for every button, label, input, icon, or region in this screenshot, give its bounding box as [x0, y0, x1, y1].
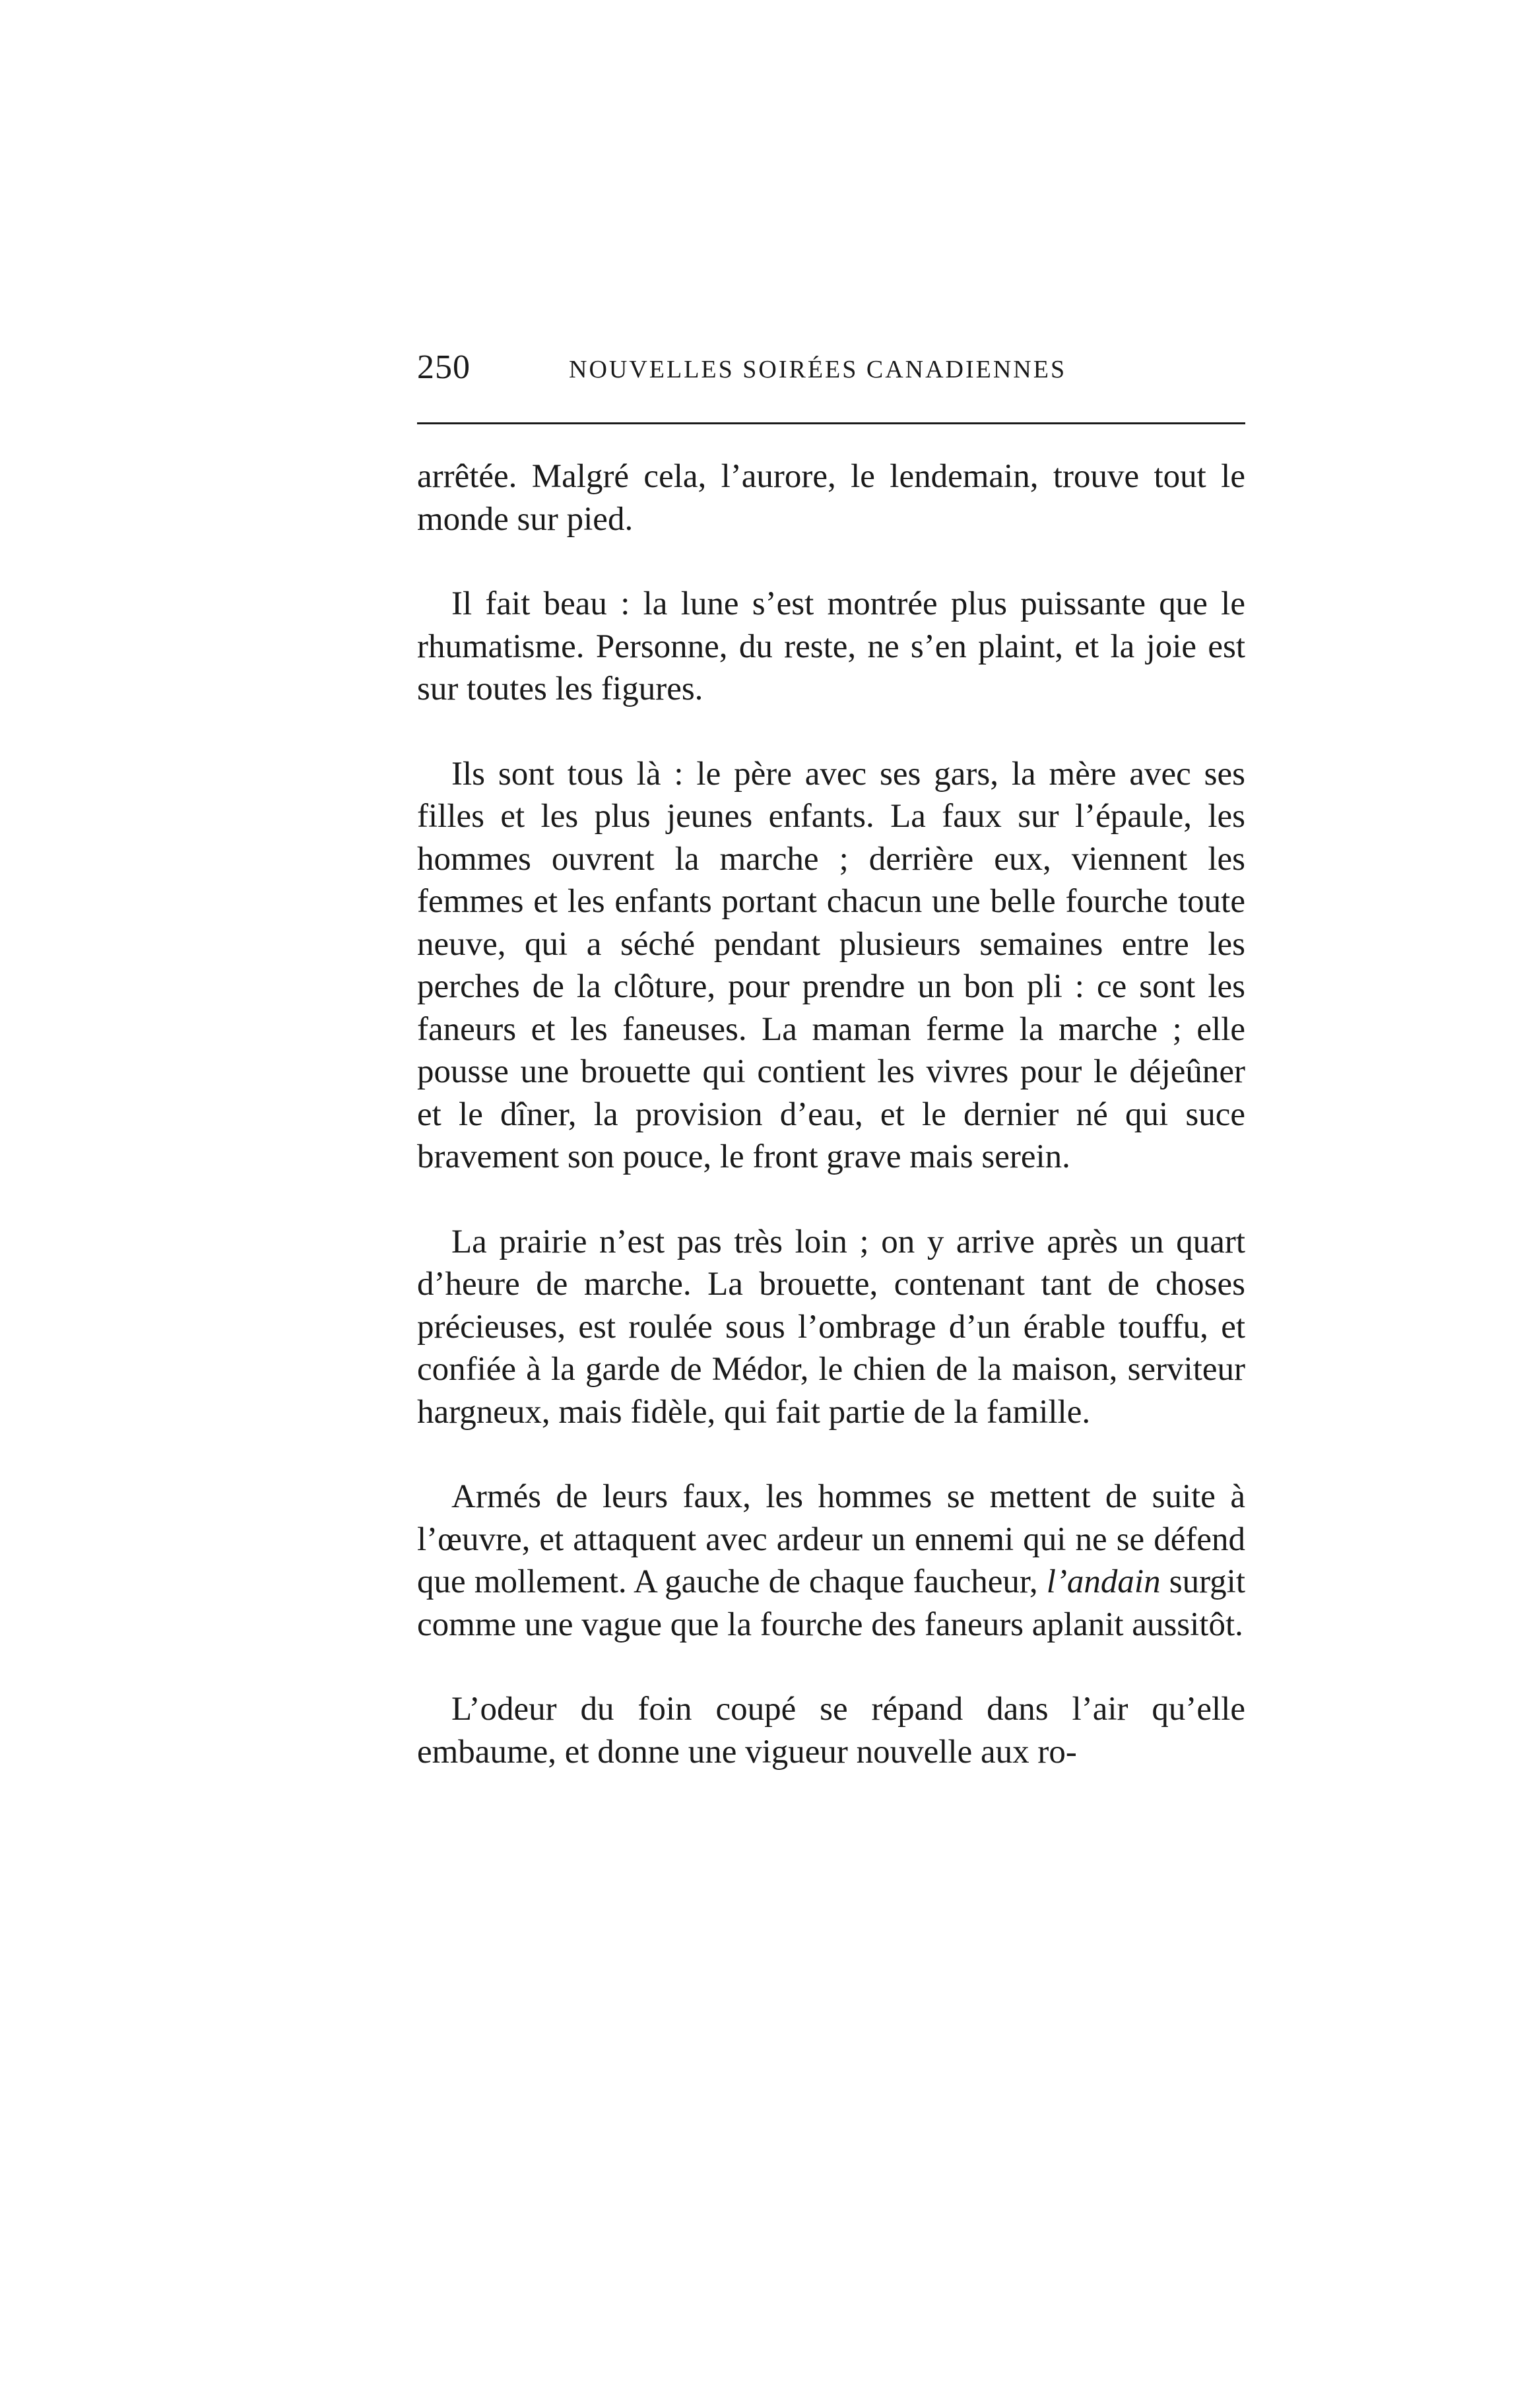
page-number: 250	[417, 348, 471, 386]
paragraph	[417, 1476, 1245, 1646]
running-head	[417, 344, 1245, 391]
paragraph-continued: arrêtée. Malgré cela, l’aurore, le lendemain, trouve tout le monde sur pied.	[417, 458, 1245, 538]
paragraph: Il fait beau : la lune s’est montrée plus puissante que le rhumatisme. Personne, du reste, ne s’en plaint, et la joie est sur toutes les figures.	[417, 585, 1245, 707]
emphasized-term: l’andain	[1046, 1563, 1161, 1600]
paragraph-text: surgit comme une vague que la fourche des faneurs aplanit aussitôt.	[417, 1563, 1246, 1643]
paragraph: La prairie n’est pas très loin ; on y arrive après un quart d’heure de marche. La brouette, contenant tant de choses précieuses, est roulée sous l’ombrage d’un érable touffu, et confiée à la garde de Médor, le chien de la maison, serviteur hargneux, mais fidèle, qui fait partie de la famille.	[417, 1223, 1245, 1431]
header-rule	[417, 422, 1245, 424]
paragraph: L’odeur du foin coupé se répand dans l’air qu’elle embaume, et donne une vigueur nouvelle aux ro-	[417, 1691, 1245, 1771]
body-text	[417, 455, 1245, 1773]
running-title: NOUVELLES SOIRÉES CANADIENNES	[569, 356, 1067, 383]
paragraph: Ils sont tous là : le père avec ses gars, la mère avec ses filles et les plus jeunes enfants. La faux sur l’épaule, les hommes ouvrent la marche ; derrière eux, viennent les femmes et les enfants portant chacun une belle fourche toute neuve, qui a séché pendant plusieurs semaines entre les perches de la clôture, pour prendre un bon pli : ce sont les faneurs et les faneuses. La maman ferme la marche ; elle pousse une brouette qui contient les vivres pour le déjeûner et le dîner, la provision d’eau, et le dernier né qui suce bravement son pouce, le front grave mais serein.	[417, 755, 1245, 1175]
paragraph-text: Armés de leurs faux, les hommes se mettent de suite à l’œuvre, et attaquent avec ardeur un ennemi qui ne se défend que mollement. A gauche de chaque faucheur,	[417, 1478, 1245, 1600]
